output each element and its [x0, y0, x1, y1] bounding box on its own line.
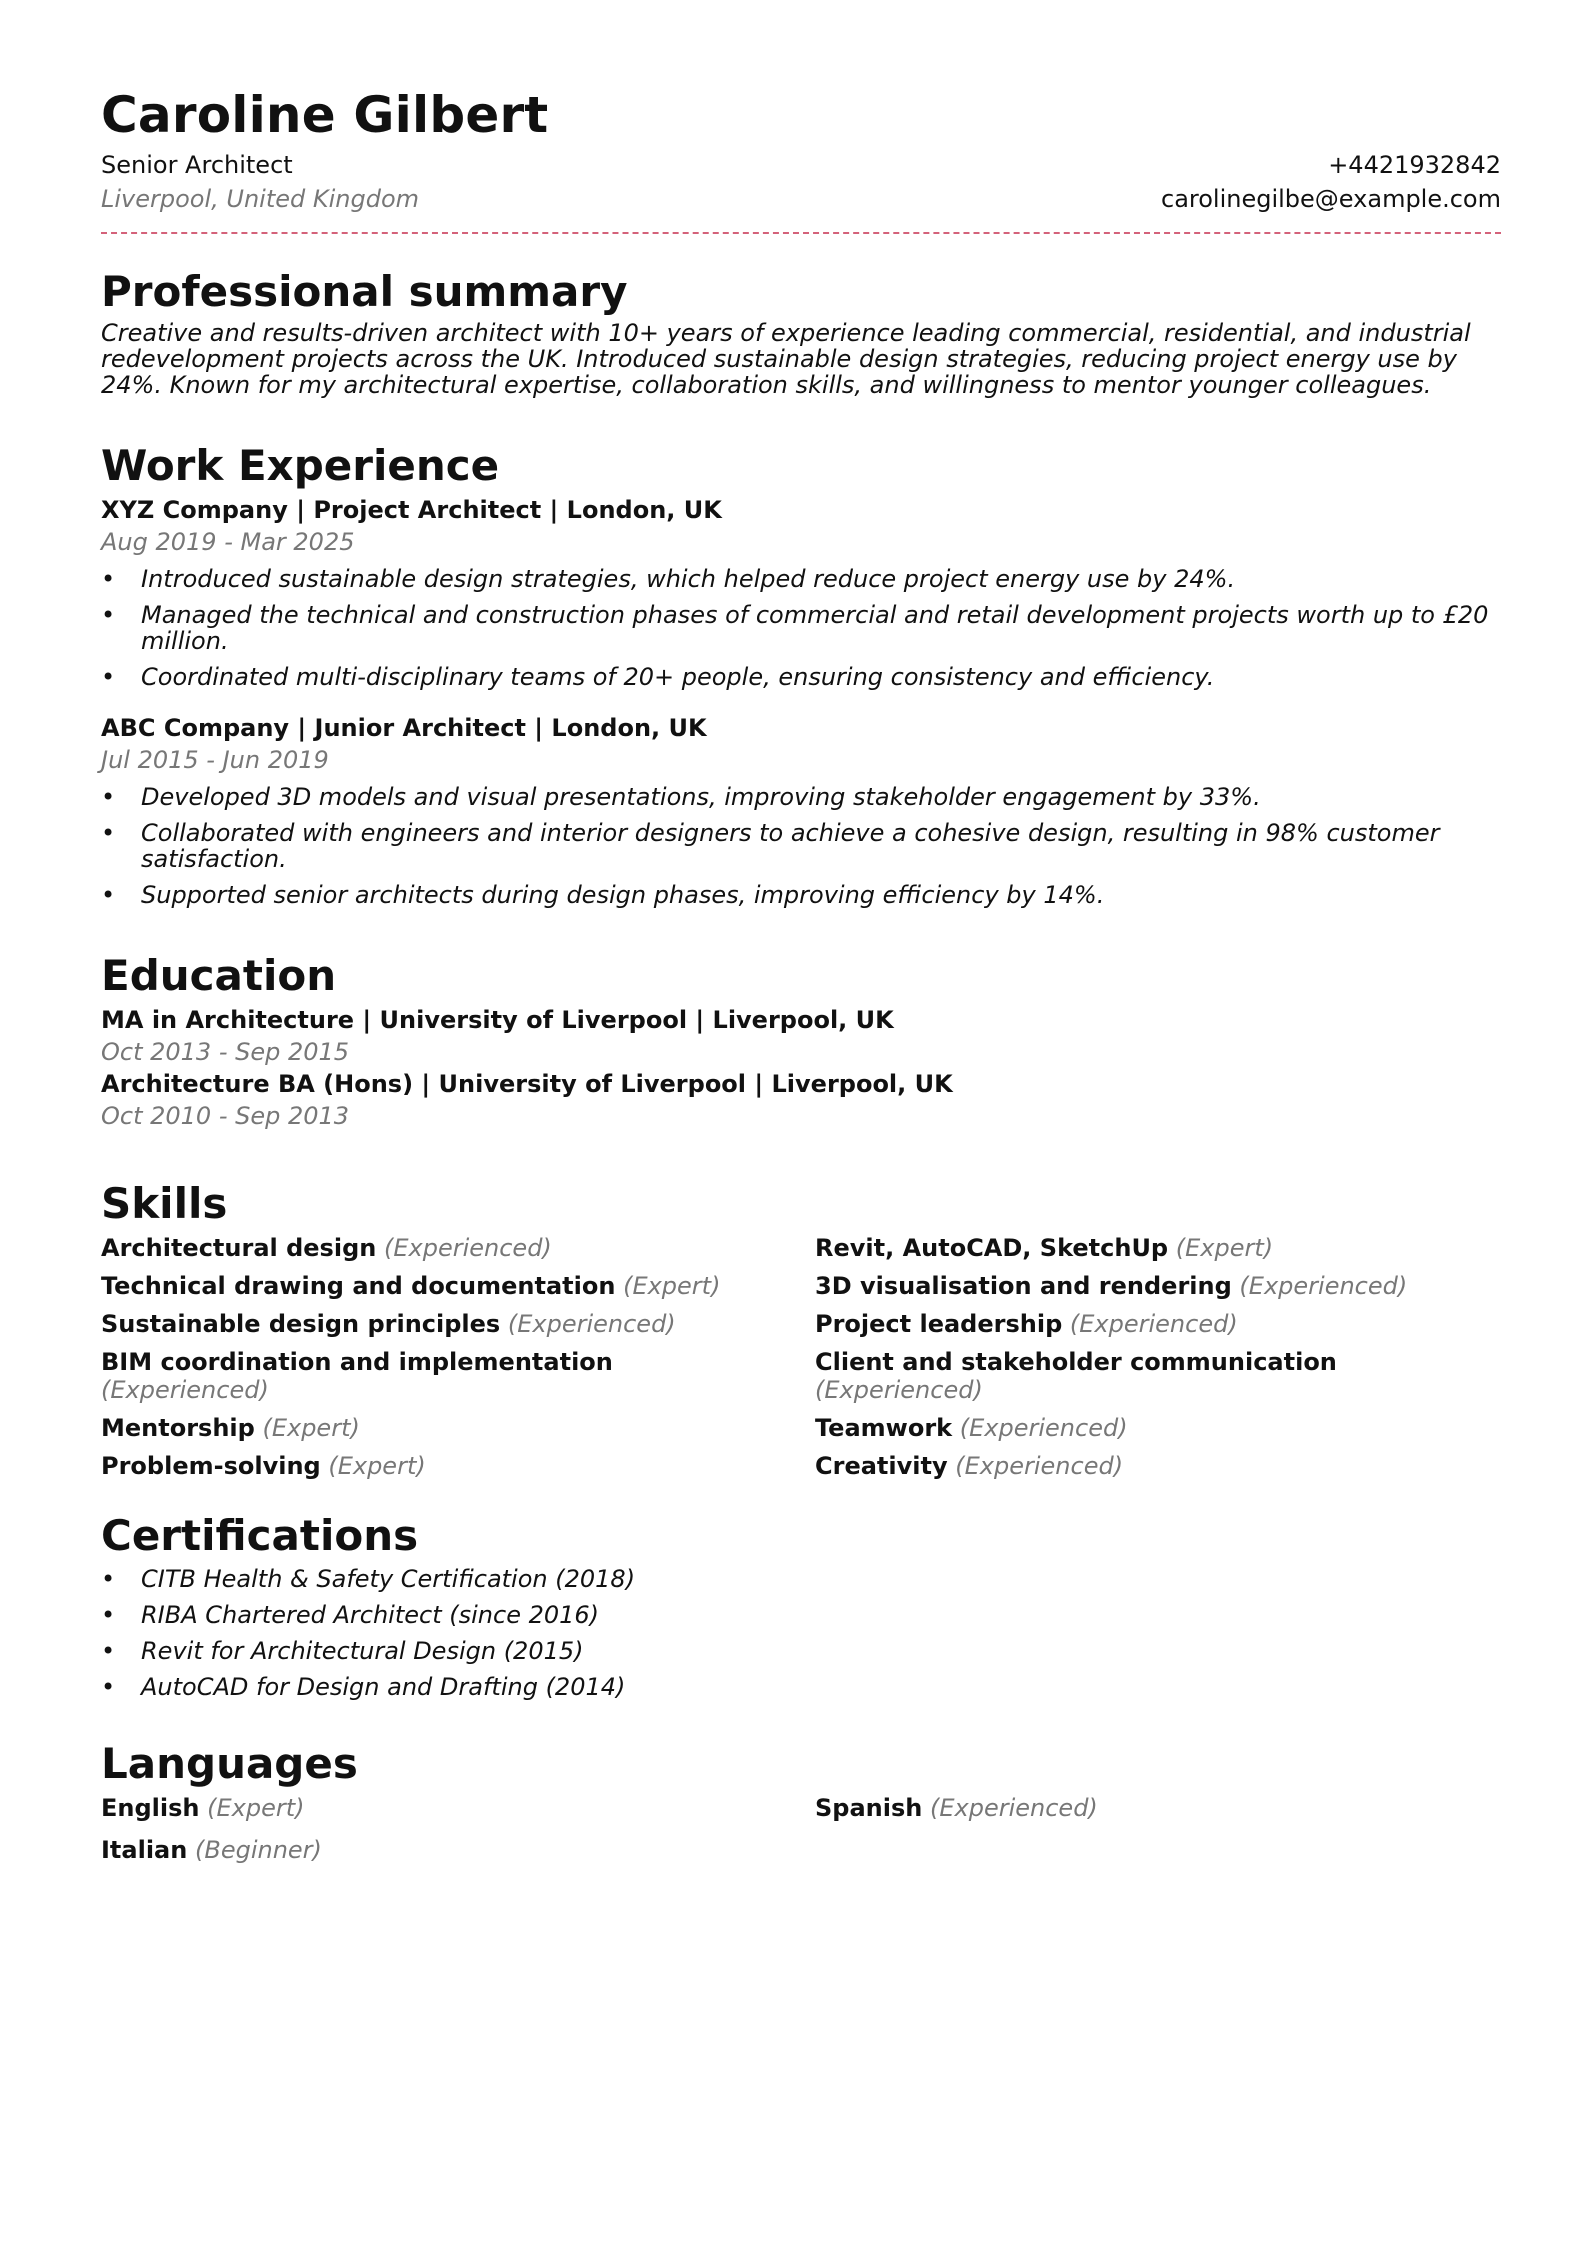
skill-item: [815, 1348, 1501, 1404]
header-divider: [101, 232, 1501, 234]
skill-item: [101, 1414, 815, 1442]
skills-section: [101, 1176, 1501, 1480]
summary-heading: Professional summary: [101, 267, 628, 316]
job-entry: [101, 712, 1501, 908]
job-bullet: [101, 820, 1501, 872]
summary-section: [101, 264, 1501, 398]
language-item: [101, 1836, 815, 1864]
job-bullets: [101, 784, 1501, 908]
phone-number: +4421932842: [1328, 151, 1501, 179]
skill-item: [101, 1272, 815, 1300]
language-name: English: [101, 1794, 200, 1822]
skill-item: [101, 1234, 815, 1262]
languages-grid: [101, 1794, 1501, 1864]
skill-item: [815, 1414, 1501, 1442]
bullet-icon: •: [101, 1601, 116, 1629]
skill-item: [101, 1452, 815, 1480]
language-item: [815, 1794, 1501, 1822]
job-bullet: [101, 784, 1501, 810]
job-entry-dates: Jul 2015 - Jun 2019: [101, 746, 329, 774]
bullet-icon: •: [101, 601, 116, 629]
skill-name: Sustainable design principles: [101, 1310, 501, 1338]
skill-level: (Experienced): [815, 1376, 983, 1404]
job-entry-title: XYZ Company | Project Architect | London, UK: [101, 496, 722, 524]
skill-level: (Experienced): [1069, 1310, 1238, 1338]
education-entry-dates: Oct 2010 - Sep 2013: [101, 1102, 350, 1130]
certifications-section: [101, 1508, 1501, 1700]
work-section: [101, 438, 1501, 908]
skill-level: (Experienced): [383, 1234, 552, 1262]
skills-grid: [101, 1234, 1501, 1480]
skill-level: (Experienced): [507, 1310, 676, 1338]
education-heading: Education: [101, 951, 337, 1000]
language-level: (Beginner): [194, 1836, 322, 1864]
skill-name: Architectural design: [101, 1234, 377, 1262]
skill-name: Technical drawing and documentation: [101, 1272, 616, 1300]
certification-text: RIBA Chartered Architect (since 2016): [141, 1601, 600, 1629]
job-bullet: [101, 882, 1501, 908]
resume-header: [101, 82, 1501, 234]
skill-level: (Expert): [1175, 1234, 1274, 1262]
job-entry-dates: Aug 2019 - Mar 2025: [101, 528, 355, 556]
job-bullet-text: Supported senior architects during design phases, improving efficiency by 14%.: [141, 881, 1105, 909]
job-bullet-text: Coordinated multi-disciplinary teams of 20+ people, ensuring consistency and efficiency.: [141, 663, 1215, 691]
resume-page: [101, 82, 1501, 1864]
certification-text: CITB Health & Safety Certification (2018): [141, 1565, 636, 1593]
bullet-icon: •: [101, 819, 116, 847]
email-address: carolinegilbe@example.com: [1161, 185, 1501, 213]
skill-level: (Experienced): [959, 1414, 1128, 1442]
job-bullet-text: Developed 3D models and visual presentations, improving stakeholder engagement by 33%.: [141, 783, 1261, 811]
skill-item: [815, 1234, 1501, 1262]
education-entry-dates: Oct 2013 - Sep 2015: [101, 1038, 350, 1066]
bullet-icon: •: [101, 565, 116, 593]
work-heading: Work Experience: [101, 441, 500, 490]
job-bullet: [101, 566, 1501, 592]
skill-item: [815, 1452, 1501, 1480]
header-row-2: [101, 182, 1501, 216]
education-entry-title: MA in Architecture | University of Liverpool | Liverpool, UK: [101, 1006, 894, 1034]
candidate-name: Caroline Gilbert: [101, 86, 549, 144]
skill-item: [101, 1310, 815, 1338]
certification-item: [101, 1638, 1501, 1664]
location: Liverpool, United Kingdom: [101, 185, 420, 213]
summary-text: Creative and results-driven architect with 10+ years of experience leading commercial, residential, and industrial redevelopment projects across the UK. Introduced sustainable design strategies, reducing project energy use by 24%. Known for my architectural expertise, collaboration skills, and willingness to mentor younger colleagues.: [101, 319, 1471, 399]
skill-name: Problem-solving: [101, 1452, 321, 1480]
job-entry-title: ABC Company | Junior Architect | London, UK: [101, 714, 707, 742]
skill-item: [101, 1348, 815, 1404]
certification-item: [101, 1566, 1501, 1592]
skill-level: (Expert): [623, 1272, 721, 1300]
skill-level: (Experienced): [101, 1376, 269, 1404]
language-name: Spanish: [815, 1794, 923, 1822]
skills-heading: Skills: [101, 1179, 228, 1228]
job-bullet-text: Collaborated with engineers and interior designers to achieve a cohesive design, resulting in 98% customer satisfaction.: [141, 819, 1440, 873]
header-row-1: [101, 148, 1501, 182]
skill-item: [815, 1310, 1501, 1338]
bullet-icon: •: [101, 1673, 116, 1701]
skill-name: BIM coordination and implementation: [101, 1348, 613, 1376]
job-bullet: [101, 664, 1501, 690]
skill-name: Teamwork: [815, 1414, 953, 1442]
job-entry: [101, 494, 1501, 690]
job-bullets: [101, 566, 1501, 690]
bullet-icon: •: [101, 1565, 116, 1593]
skill-level: (Expert): [328, 1452, 426, 1480]
certification-item: [101, 1602, 1501, 1628]
certifications-heading: Certifications: [101, 1511, 419, 1560]
language-item: [101, 1794, 815, 1822]
skill-level: (Expert): [262, 1414, 360, 1442]
bullet-icon: •: [101, 881, 116, 909]
job-bullet-text: Managed the technical and construction phases of commercial and retail development projects worth up to £20 million.: [141, 601, 1489, 655]
education-section: [101, 948, 1501, 1132]
bullet-icon: •: [101, 783, 116, 811]
job-bullet: [101, 602, 1501, 654]
skill-name: 3D visualisation and rendering: [815, 1272, 1232, 1300]
language-level: (Expert): [207, 1794, 305, 1822]
language-name: Italian: [101, 1836, 188, 1864]
languages-heading: Languages: [101, 1739, 358, 1788]
skill-name: Mentorship: [101, 1414, 255, 1442]
education-entry-title: Architecture BA (Hons) | University of Liverpool | Liverpool, UK: [101, 1070, 953, 1098]
certification-text: AutoCAD for Design and Drafting (2014): [141, 1673, 626, 1701]
certification-item: [101, 1674, 1501, 1700]
languages-section: [101, 1736, 1501, 1864]
job-bullet-text: Introduced sustainable design strategies, which helped reduce project energy use by 24%.: [141, 565, 1236, 593]
language-level: (Experienced): [929, 1794, 1098, 1822]
skill-level: (Experienced): [1239, 1272, 1408, 1300]
job-title: Senior Architect: [101, 151, 293, 179]
skill-level: (Experienced): [955, 1452, 1124, 1480]
skill-name: Client and stakeholder communication: [815, 1348, 1337, 1376]
certification-text: Revit for Architectural Design (2015): [141, 1637, 584, 1665]
certifications-list: [101, 1566, 1501, 1700]
bullet-icon: •: [101, 1637, 116, 1665]
bullet-icon: •: [101, 663, 116, 691]
skill-name: Project leadership: [815, 1310, 1063, 1338]
skill-name: Creativity: [815, 1452, 948, 1480]
skill-item: [815, 1272, 1501, 1300]
skill-name: Revit, AutoCAD, SketchUp: [815, 1234, 1169, 1262]
